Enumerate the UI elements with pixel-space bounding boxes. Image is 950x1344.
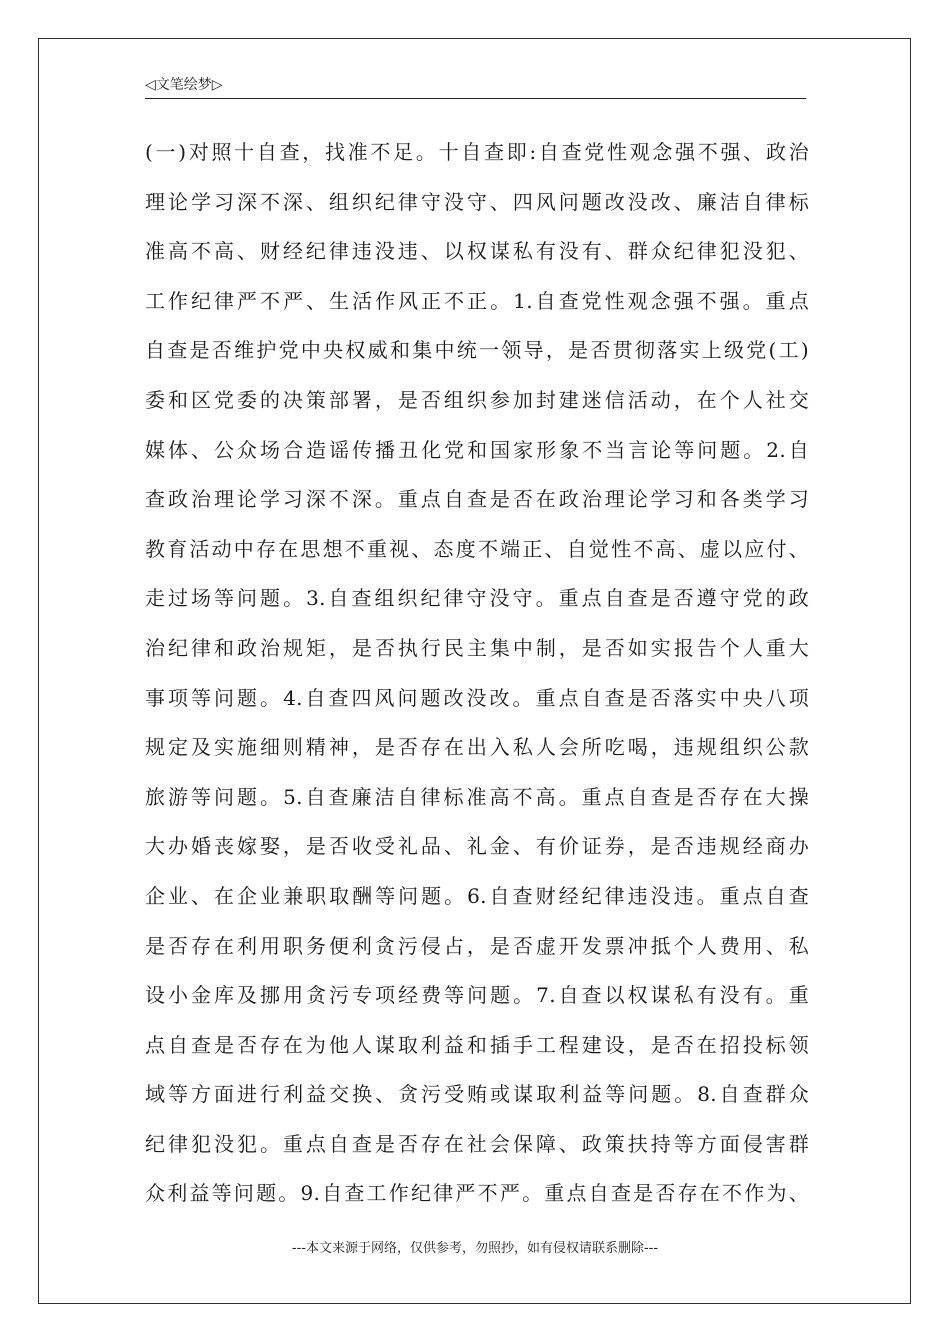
text-line: 是否存在利用职务便利贪污侵占，是否虚开发票冲抵个人费用、私 [145, 933, 809, 958]
text-line: 媒体、公众场合造谣传播丑化党和国家形象不当言论等问题。2.自 [145, 437, 809, 462]
text-line: 众利益等问题。9.自查工作纪律严不严。重点自查是否存在不作为、 [145, 1181, 809, 1206]
text-line: 查政治理论学习深不深。重点自查是否在政治理论学习和各类学习 [145, 487, 809, 512]
text-line: 规定及实施细则精神，是否存在出入私人会所吃喝，违规组织公款 [145, 735, 809, 760]
text-line: 企业、在企业兼职取酬等问题。6.自查财经纪律违没违。重点自查 [145, 883, 809, 908]
text-line: 走过场等问题。3.自查组织纪律守没守。重点自查是否遵守党的政 [145, 586, 809, 611]
text-line: 自查是否维护党中央权威和集中统一领导，是否贯彻落实上级党(工) [145, 338, 809, 363]
text-line: 纪律犯没犯。重点自查是否存在社会保障、政策扶持等方面侵害群 [145, 1131, 809, 1156]
text-line: (一)对照十自查，找准不足。十自查即:自查党性观念强不强、政治 [145, 140, 809, 164]
text-line: 教育活动中存在思想不重视、态度不端正、自觉性不高、虚以应付、 [145, 536, 809, 561]
text-line: 点自查是否存在为他人谋取利益和插手工程建设，是否在招投标领 [145, 1032, 809, 1057]
page-header [145, 74, 806, 99]
text-line: 设小金库及挪用贪污专项经费等问题。7.自查以权谋私有没有。重 [145, 983, 809, 1008]
footer-notice: ---本文来源于网络，仅供参考，勿照抄，如有侵权请联系删除--- [291, 1241, 659, 1256]
text-line: 事项等问题。4.自查四风问题改没改。重点自查是否落实中央八项 [145, 685, 809, 710]
document-body [145, 128, 809, 1219]
text-line: 大办婚丧嫁娶，是否收受礼品、礼金、有价证券，是否违规经商办 [145, 834, 809, 859]
text-line: 理论学习深不深、组织纪律守没守、四风问题改没改、廉洁自律标 [145, 189, 809, 214]
text-line: 旅游等问题。5.自查廉洁自律标准高不高。重点自查是否存在大操 [145, 784, 809, 809]
header-title: ◁文笔绘梦▷ [145, 77, 223, 93]
text-line: 工作纪律严不严、生活作风正不正。1.自查党性观念强不强。重点 [145, 288, 809, 313]
text-line: 域等方面进行利益交换、贪污受贿或谋取利益等问题。8.自查群众 [145, 1082, 809, 1107]
text-line: 治纪律和政治规矩，是否执行民主集中制，是否如实报告个人重大 [145, 635, 809, 660]
text-line: 准高不高、财经纪律违没违、以权谋私有没有、群众纪律犯没犯、 [145, 239, 809, 264]
text-line: 委和区党委的决策部署，是否组织参加封建迷信活动，在个人社交 [145, 387, 809, 412]
